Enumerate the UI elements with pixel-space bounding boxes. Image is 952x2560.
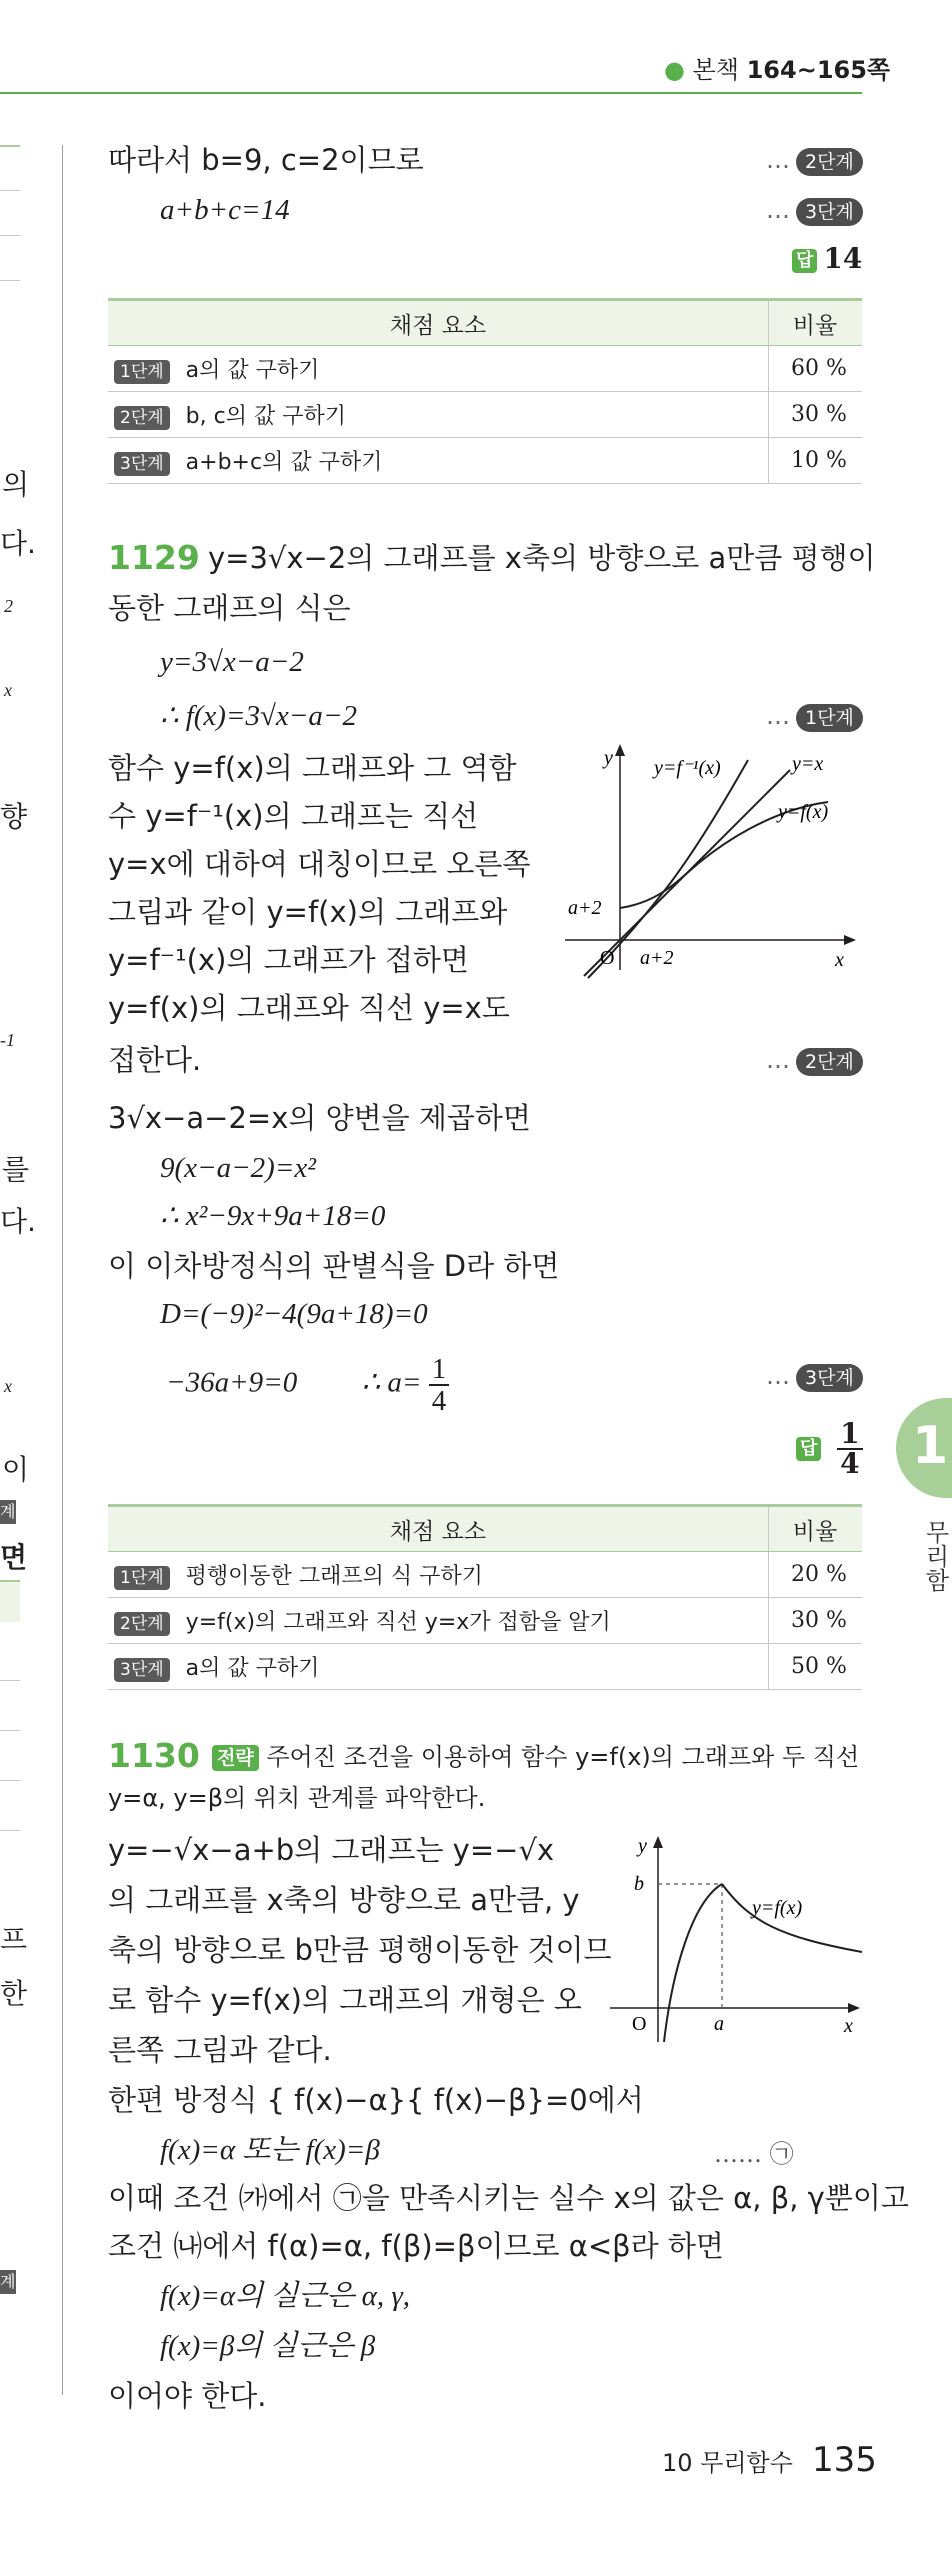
table-cell-item (108, 1552, 769, 1598)
page-footer (662, 2440, 877, 2480)
left-fragment-text: 계 (0, 2272, 16, 2291)
p1129-para-line: 접한다. (108, 1043, 202, 1077)
left-fragment (0, 280, 20, 281)
left-fragment (0, 1830, 20, 1831)
left-fragment (0, 1780, 20, 1781)
left-fragment (0, 190, 20, 191)
table-row (108, 1552, 862, 1598)
table-cell-item (108, 392, 769, 438)
p1129-eq1: y=3√x−a−2 (160, 646, 304, 678)
graph-origin: O (632, 2013, 647, 2035)
graph-x-label: x (844, 2015, 853, 2037)
p1129-eq6-right: ∴ a= (361, 1366, 422, 1399)
frac-denominator: 4 (840, 1447, 860, 1480)
left-fragment: x (4, 1376, 12, 1396)
table-header-item: 채점 요소 (108, 300, 769, 346)
table-header-ratio: 비율 (769, 1506, 863, 1552)
p1129-eq4: ∴ x²−9x+9a+18=0 (160, 1200, 386, 1232)
p1129-para-line: y=x에 대하여 대칭이므로 오른쪽 (108, 847, 531, 881)
footer-chapter: 10 무리함수 (662, 2449, 793, 2477)
answer-label: 답 (792, 249, 817, 273)
left-fragment: 면 (0, 1541, 28, 1574)
p1129-para-line: 그림과 같이 y=f(x)의 그래프와 (108, 895, 508, 929)
p1130-mark: …… ㉠ (714, 2140, 794, 2168)
p1129-square-line: 3√x−a−2=x의 양변을 제곱하면 (108, 1101, 531, 1135)
table-cell-text: a+b+c의 값 구하기 (185, 450, 383, 475)
y-arrow-icon (653, 1836, 663, 1848)
p1129-para-line: 함수 y=f(x)의 그래프와 그 역함 (108, 751, 517, 785)
p1129-eq2: ∴ f(x)=3√x−a−2 (160, 700, 357, 732)
table-cell-text: 평행이동한 그래프의 식 구하기 (185, 1564, 483, 1589)
left-fragment (0, 235, 20, 236)
table-row (108, 346, 862, 392)
step-badge: 2단계 (114, 406, 170, 430)
step-badge: 2단계 (114, 1612, 170, 1636)
step-badge: 3단계 (114, 1658, 170, 1682)
step-ref: … 3단계 (766, 1362, 863, 1392)
graph-curve-label: y=f(x) (752, 1897, 803, 1919)
table-cell-text: y=f(x)의 그래프와 직선 y=x가 접함을 알기 (185, 1610, 611, 1635)
table-row (108, 1644, 862, 1690)
x-arrow-icon (848, 2003, 860, 2013)
p1130-strategy-b: y=α, y=β의 위치 관계를 파악한다. (108, 1784, 486, 1812)
graph-1130 (600, 1832, 862, 2042)
table-cell-ratio: 50 % (769, 1644, 863, 1690)
left-fragment: 다. (0, 527, 36, 560)
table-cell-item (108, 438, 769, 484)
scoring-table-2 (108, 1504, 862, 1690)
graph-1129 (560, 740, 860, 980)
page-number: 135 (812, 2440, 877, 2480)
y-arrow-icon (615, 744, 625, 756)
left-fragment: 이 (2, 1453, 30, 1486)
p1130-line-c: 조건 ㈏에서 f(α)=α, f(β)=β이므로 α<β라 하면 (108, 2229, 724, 2263)
step-badge: 1단계 (114, 1566, 170, 1590)
strategy-text: 주어진 조건을 이용하여 함수 y=f(x)의 그래프와 두 직선 (266, 1743, 860, 1771)
table-row (108, 1598, 862, 1644)
left-fragment: 향 (0, 800, 28, 833)
graph-x-mark: a+2 (640, 947, 674, 969)
frac-denominator: 4 (431, 1385, 447, 1417)
answer-1128 (792, 242, 862, 275)
table-cell-ratio: 20 % (769, 1552, 863, 1598)
answer-value: 14 (823, 242, 863, 275)
graph-x-label: x (835, 949, 844, 971)
p1130-para-line: 의 그래프를 x축의 방향으로 a만큼, y (108, 1883, 580, 1917)
left-fragment (0, 1680, 20, 1681)
chapter-tab-number: 1 (912, 1416, 949, 1476)
x-arrow-icon (844, 935, 856, 945)
chapter-tab-text: 무리함 (921, 1520, 949, 1592)
p1130-strategy-a (212, 1740, 859, 1774)
problem-number-1130: 1130 (108, 1736, 200, 1775)
step-ref: … 2단계 (766, 1046, 863, 1076)
step-ref: … 2단계 (766, 146, 863, 176)
left-fragment (0, 1580, 20, 1622)
p1130-para-line: 축의 방향으로 b만큼 평행이동한 것이므 (108, 1933, 612, 1967)
graph-origin: O (600, 947, 615, 969)
header-ref-label: 본책 (692, 56, 739, 84)
table-row (108, 438, 862, 484)
left-fragment: 2 (4, 596, 13, 616)
graph-b-mark: b (634, 1873, 644, 1895)
table-header-ratio: 비율 (769, 300, 863, 346)
strategy-badge: 전략 (212, 1745, 259, 1771)
p1130-para-line: 로 함수 y=f(x)의 그래프의 개형은 오 (108, 1983, 582, 2017)
header-ref-pages: 164~165쪽 (746, 56, 891, 84)
graph-a-mark: a (714, 2013, 724, 2035)
p1129-eq6 (166, 1354, 449, 1416)
table-cell-item (108, 1598, 769, 1644)
p1129-para-line: 수 y=f⁻¹(x)의 그래프는 직선 (108, 799, 479, 833)
p1129-disc-line: 이 이차방정식의 판별식을 D라 하면 (108, 1249, 560, 1283)
left-fragment (0, 145, 20, 147)
step-badge: 2단계 (796, 1048, 863, 1076)
table-cell-item (108, 1644, 769, 1690)
graph-axes (565, 748, 852, 970)
table-row (108, 392, 862, 438)
left-fragment: x (4, 680, 12, 700)
p1129-eq6-left: −36a+9=0 (166, 1366, 298, 1399)
bullet-icon: ● (664, 56, 685, 84)
p1130-eq3: f(x)=β의 실근은 β (160, 2330, 376, 2362)
frac-numerator: 1 (429, 1354, 450, 1386)
graph-y-label: y (604, 747, 613, 769)
graph-line-label: y=x (792, 753, 824, 775)
left-fragment: 한 (0, 1977, 28, 2010)
p1130-line-d: 이어야 한다. (108, 2379, 267, 2413)
graph-y-mark: a+2 (568, 897, 602, 919)
step-badge: 3단계 (114, 452, 170, 476)
left-fragment: 다. (0, 1205, 36, 1238)
table-header (108, 300, 862, 346)
curve-f-inverse (588, 760, 748, 978)
step-ref: … 3단계 (766, 196, 863, 226)
graph-curve-inv-label: y=f⁻¹(x) (654, 757, 721, 779)
table-header (108, 1506, 862, 1552)
p1129-para-line: y=f⁻¹(x)의 그래프가 접하면 (108, 943, 469, 977)
p1130-line-b: 이때 조건 ㈎에서 ㉠을 만족시키는 실수 x의 값은 α, β, γ뿐이고 (108, 2181, 909, 2215)
step-badge: 1단계 (114, 360, 170, 384)
table-cell-item (108, 346, 769, 392)
table-cell-text: b, c의 값 구하기 (185, 404, 346, 429)
answer-fraction (837, 1417, 862, 1480)
step-badge: 3단계 (796, 1364, 863, 1392)
scoring-table-1 (108, 298, 862, 484)
table-header-item: 채점 요소 (108, 1506, 769, 1552)
p1129-eq5: D=(−9)²−4(9a+18)=0 (160, 1298, 428, 1330)
left-fragment (0, 1500, 16, 1524)
top-line-2: a+b+c=14 (160, 194, 290, 226)
left-fragment: 를 (2, 1153, 30, 1186)
table-cell-ratio: 10 % (769, 438, 863, 484)
left-fragment: -1 (0, 1030, 15, 1050)
graph-curve-label: y=f(x) (778, 801, 829, 823)
answer-1129 (796, 1417, 863, 1480)
problem-number-1129: 1129 (108, 538, 200, 577)
step-badge: 3단계 (796, 198, 863, 226)
p1129-intro-b: 동한 그래프의 식은 (108, 591, 351, 625)
p1129-fraction (429, 1354, 450, 1416)
p1130-para-line: y=−√x−a+b의 그래프는 y=−√x (108, 1833, 555, 1867)
table-cell-text: a의 값 구하기 (185, 358, 320, 383)
step-badge: 1단계 (796, 704, 863, 732)
p1130-para-line: 른쪽 그림과 같다. (108, 2033, 332, 2067)
p1130-eq2: f(x)=α의 실근은 α, γ, (160, 2280, 410, 2312)
p1129-para-line: y=f(x)의 그래프와 직선 y=x도 (108, 991, 510, 1025)
left-fragment: 의 (2, 468, 30, 501)
left-fragment: 프 (0, 1923, 28, 1956)
answer-label: 답 (796, 1437, 821, 1461)
frac-numerator: 1 (837, 1420, 862, 1450)
graph-y-label: y (638, 1835, 647, 1857)
page-header (664, 50, 890, 85)
left-fragment (0, 2270, 16, 2294)
table-cell-text: a의 값 구하기 (185, 1656, 320, 1681)
p1130-line-a: 한편 방정식 { f(x)−α}{ f(x)−β}=0에서 (108, 2083, 644, 2117)
p1130-eq1: f(x)=α 또는 f(x)=β (160, 2134, 380, 2166)
p1129-eq3: 9(x−a−2)=x² (160, 1152, 316, 1184)
table-cell-ratio: 30 % (769, 1598, 863, 1644)
table-cell-ratio: 60 % (769, 346, 863, 392)
header-rule (0, 92, 862, 94)
left-fragment-text: 계 (0, 1502, 16, 1521)
step-badge: 2단계 (796, 148, 863, 176)
top-line-1: 따라서 b=9, c=2이므로 (108, 143, 424, 177)
p1129-intro-a: y=3√x−2의 그래프를 x축의 방향으로 a만큼 평행이 (208, 541, 876, 575)
step-ref: … 1단계 (766, 702, 863, 732)
table-cell-ratio: 30 % (769, 392, 863, 438)
left-fragment (0, 1730, 20, 1731)
column-divider (62, 145, 63, 2395)
